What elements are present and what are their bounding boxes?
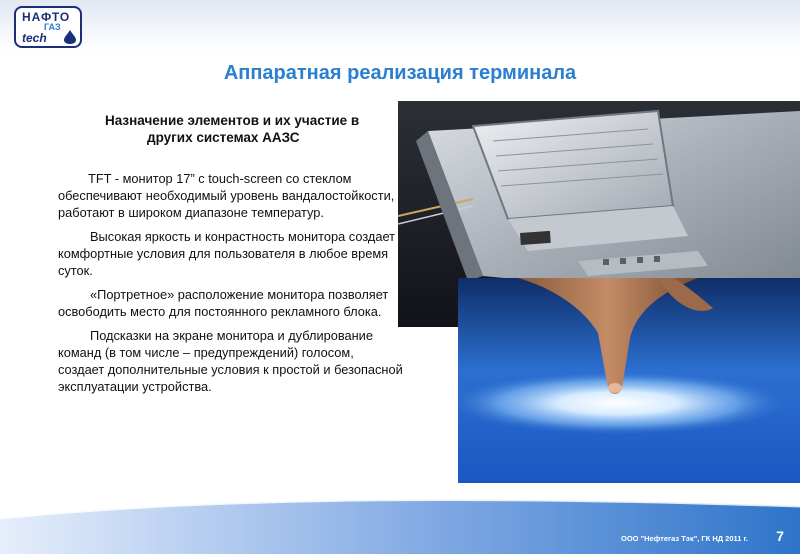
page-number: 7	[776, 528, 784, 544]
footer-band	[0, 498, 800, 554]
body-text	[58, 170, 403, 402]
finger-touch-photo	[458, 278, 800, 483]
paragraph-monitor-spec: TFT - монитор 17” с touch-screen со стеклом	[88, 171, 352, 186]
footer-company: ООО "Нефтегаз Тэк", ГК НД 2011 г.	[620, 534, 748, 543]
logo-line-2: ГАЗ	[44, 22, 61, 32]
logo-line-1: НАФТО	[22, 10, 71, 24]
paragraph-portrait-layout: «Портретное» расположение монитора позволяет освободить место для постоянного рекламного блока.	[58, 287, 389, 319]
company-logo	[14, 6, 82, 48]
page-title: Аппаратная реализация терминала	[223, 62, 577, 84]
header-band	[0, 0, 800, 52]
paragraph-voice-hints: Подсказки на экране монитора и дублирование команд (в том числе – предупреждений) голосом, создает дополнительные условия к простой и безопасной эксплуатации устройства.	[58, 328, 403, 394]
subheading-line-2: других системах ААЗС	[147, 130, 300, 145]
section-subheading	[105, 112, 395, 146]
subheading-line-1: Назначение элементов и их участие в	[105, 113, 360, 128]
paragraph-vandal-resistance: обеспечивают необходимый уровень вандалостойкости, работают в широком диапазоне температур.	[58, 188, 395, 220]
logo-line-3: tech	[22, 31, 47, 45]
oil-drop-icon	[62, 30, 78, 44]
paragraph-brightness: Высокая яркость и конрастность монитора создает комфортные условия для пользователя в любое время суток.	[58, 229, 396, 278]
